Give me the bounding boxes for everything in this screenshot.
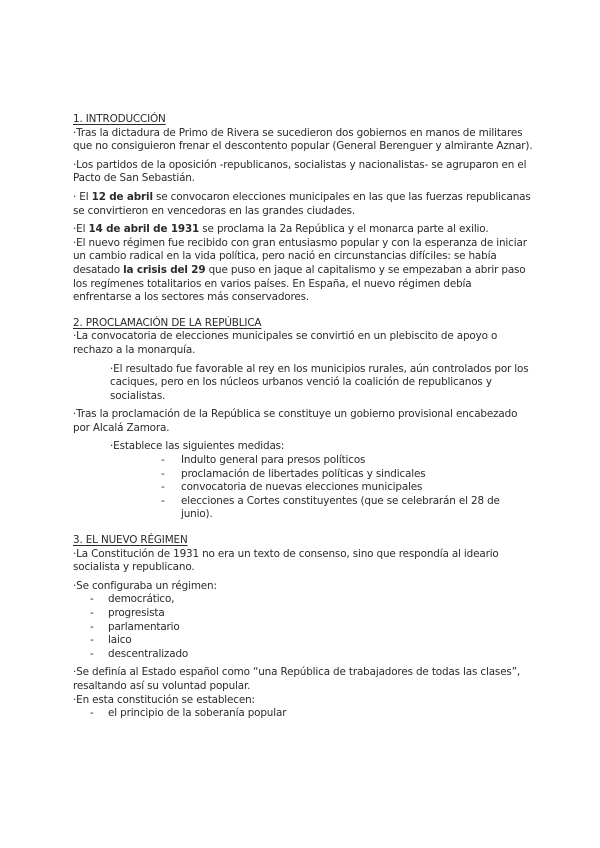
section-1-paragraph-2: ·Los partidos de la oposición -republicanos, socialistas y nacionalistas- se agruparon en el Pacto de San Sebastián. [73, 158, 527, 185]
list-item [73, 481, 533, 495]
measures-list [73, 454, 533, 522]
section-1-paragraph-3 [73, 191, 533, 218]
list-item-text: convocatoria de nuevas elecciones municipales [181, 481, 423, 494]
list-item-text: laico [108, 634, 132, 647]
dash-bullet: - [90, 593, 94, 606]
list-item [73, 468, 533, 482]
dash-bullet: - [161, 454, 165, 467]
section-1-heading: 1. INTRODUCCIÓN [73, 113, 166, 125]
list-item [73, 634, 533, 648]
list-item [73, 495, 533, 522]
list-item-text: el principio de la soberanía popular [108, 707, 287, 720]
section-3-paragraph-1: ·La Constitución de 1931 no era un texto de consenso, sino que respondía al ideario socialista y republicano. [73, 547, 499, 574]
dash-bullet: - [90, 620, 94, 633]
list-item [73, 607, 533, 621]
text-run: ·El [73, 223, 89, 236]
list-item-text: parlamentario [108, 620, 180, 633]
text-run: ·El nuevo régimen fue recibido con gran entusiasmo popular y con la esperanza de iniciar un cambio radical en la vida política, pero nació en circunstancias difíciles: se había desatado [73, 236, 527, 276]
list-item [73, 621, 533, 635]
section-2-paragraph-2: ·El resultado fue favorable al rey en los municipios rurales, aún controlados por los caciques, pero en los núcleos urbanos venció la coalición de republicanos y socialistas. [110, 362, 529, 402]
list-item [73, 593, 533, 607]
list-item-text: proclamación de libertades políticas y sindicales [181, 467, 426, 480]
text-run: se convocaron elecciones municipales en las que las fuerzas republicanas se convirtieron en vencedoras en las grandes ciudades. [73, 190, 531, 217]
list-item [73, 648, 533, 662]
dash-bullet: - [161, 481, 165, 494]
section-3-paragraph-3: ·Se definía al Estado español como “una República de trabajadores de todas las clases”, resaltando así su voluntad popular. [73, 666, 521, 692]
text-run: · El [73, 190, 92, 203]
document-page [73, 113, 533, 721]
section-1-paragraph-5 [73, 237, 533, 305]
section-2-paragraph-3: ·Tras la proclamación de la República se constituye un gobierno provisional encabezado por Alcalá Zamora. [73, 408, 518, 434]
principles-list [73, 707, 533, 721]
regimen-list [73, 593, 533, 661]
list-item-text: Indulto general para presos políticos [181, 454, 366, 467]
list-item [73, 707, 533, 721]
section-3-heading: 3. EL NUEVO RÉGIMEN [73, 534, 188, 547]
dash-bullet: - [90, 647, 94, 660]
list-item-text: progresista [108, 607, 165, 619]
list-item-text: descentralizado [108, 647, 189, 660]
list-item-text: democrático, [108, 593, 175, 606]
section-3-paragraph-4: ·En esta constitución se establecen: [73, 693, 255, 706]
bold-term: la crisis del 29 [123, 263, 206, 276]
text-run: se proclama la 2a República y el monarca parte al exilio. [199, 223, 489, 236]
section-2-heading: 2. PROCLAMACIÓN DE LA REPÚBLICA [73, 316, 262, 329]
dash-bullet: - [161, 467, 165, 480]
dash-bullet: - [161, 494, 165, 507]
bold-date: 14 de abril de 1931 [88, 223, 200, 236]
section-2-paragraph-4: ·Establece las siguientes medidas: [110, 440, 285, 453]
list-item-text: elecciones a Cortes constituyentes (que se celebrarán el 28 de junio). [181, 494, 500, 521]
section-1-paragraph-4 [73, 223, 533, 237]
dash-bullet: - [90, 707, 94, 720]
section-1-paragraph-1: ·Tras la dictadura de Primo de Rivera se sucedieron dos gobiernos en manos de militares que no consiguieron frenar el descontento popular (General Berenguer y almirante Aznar). [73, 126, 533, 153]
section-2-paragraph-1: ·La convocatoria de elecciones municipales se convirtió en un plebiscito de apoyo o rechazo a la monarquía. [73, 330, 498, 356]
text-run: que puso en jaque al capitalismo y se empezaban a abrir paso los regímenes totalitarios en varios países. En España, el nuevo régimen debía enfrentarse a los sectores más conservadores. [73, 263, 526, 304]
bold-date: 12 de abril [91, 190, 153, 203]
dash-bullet: - [90, 607, 94, 619]
section-3-paragraph-2: ·Se configuraba un régimen: [73, 579, 217, 592]
dash-bullet: - [90, 634, 94, 647]
list-item [73, 454, 533, 468]
